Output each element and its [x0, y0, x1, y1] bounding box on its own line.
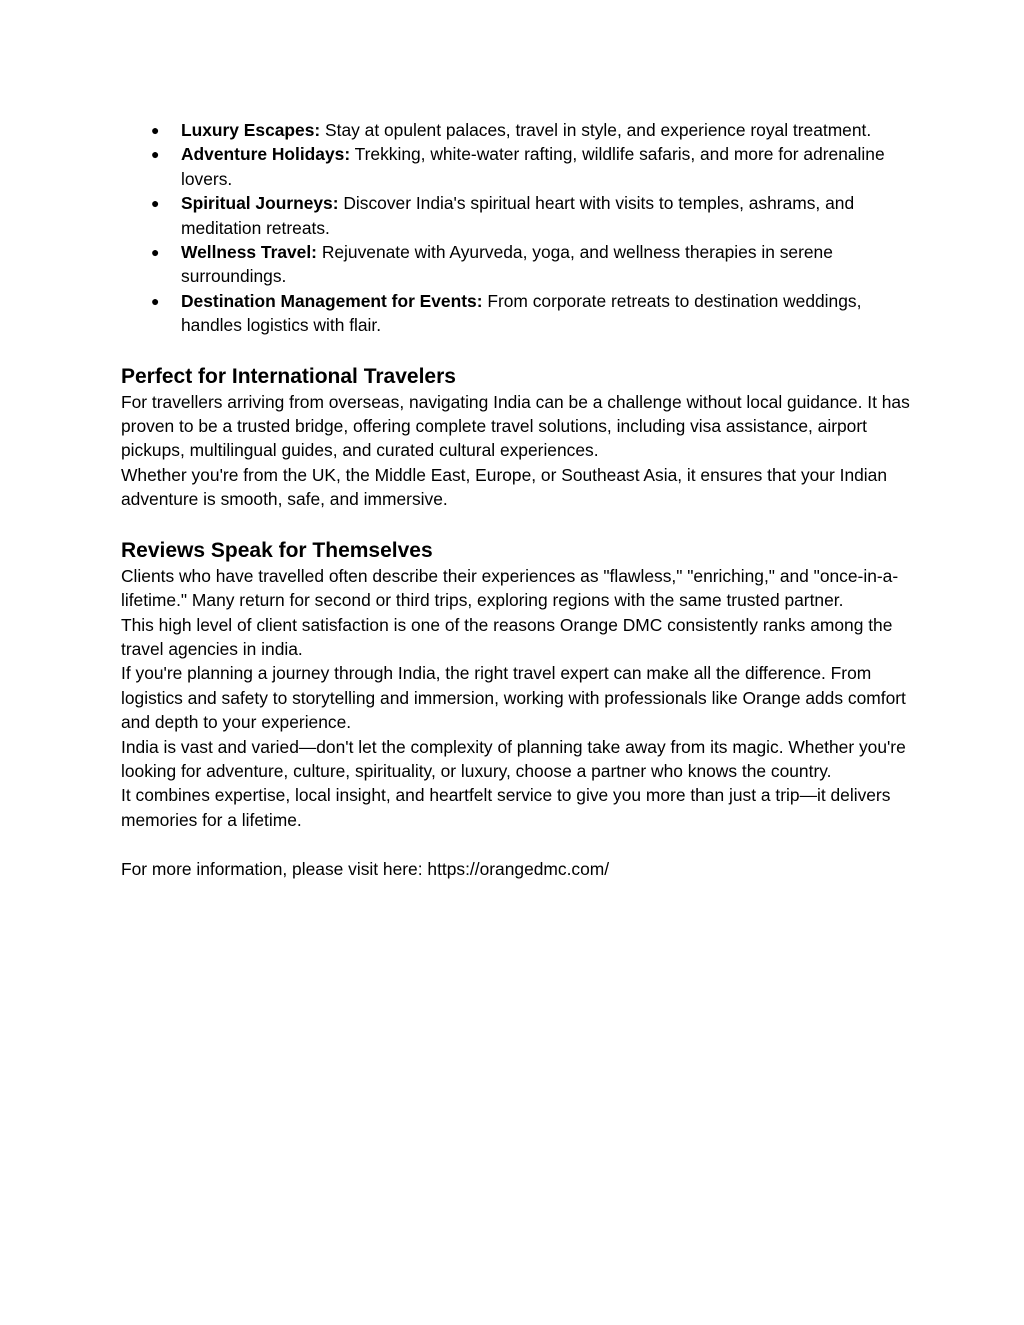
reviews-paragraph-1: Clients who have travelled often describe their experiences as "flawless," "enriching," and "once-in-a-lifetime." Many return for second or third trips, exploring regions with the same trusted partner. — [121, 565, 899, 611]
list-item-text: Stay at opulent palaces, travel in style, and experience royal treatment. — [320, 120, 872, 140]
reviews-heading: Reviews Speak for Themselves — [121, 538, 433, 562]
reviews-paragraph-2: This high level of client satisfaction is one of the reasons Orange DMC consistently ranks among the travel agencies in india. — [121, 614, 893, 659]
bullet-icon: ● — [151, 122, 160, 138]
list-item — [121, 142, 911, 191]
list-item-text: Discover India's spiritual heart with visits to temples, ashrams, and meditation retreats. — [181, 193, 855, 238]
list-item — [121, 289, 911, 338]
bullet-icon: ● — [151, 195, 160, 212]
list-item — [121, 240, 911, 289]
list-item — [121, 118, 911, 142]
reviews-paragraph-5: It combines expertise, local insight, and heartfelt service to give you more than just a trip—it delivers memories for a lifetime. — [121, 785, 891, 830]
more-info-line: For more information, please visit here: https://orangedmc.com/ — [121, 858, 610, 879]
bullet-icon: ● — [151, 244, 160, 261]
reviews-paragraph-4: India is vast and varied—don't let the complexity of planning take away from its magic. Whether you're looking for adventure, culture, spirituality, or luxury, choose a partner who knows the country. — [121, 736, 906, 781]
international-paragraph-1: For travellers arriving from overseas, navigating India can be a challenge without local guidance. It has proven to be a trusted bridge, offering complete travel solutions, including visa assistance, airport pickups, multilingual guides, and curated cultural experiences. — [121, 391, 910, 461]
reviews-section — [121, 538, 911, 832]
reviews-paragraph-3: If you're planning a journey through India, the right travel expert can make all the difference. From logistics and safety to storytelling and immersion, working with professionals like Orange adds comfort and depth to your experience. — [121, 663, 906, 733]
international-section — [121, 364, 911, 512]
bullet-icon: ● — [151, 146, 160, 163]
list-item-title: Destination Management for Events: — [181, 290, 483, 311]
list-item-title: Adventure Holidays: — [181, 144, 351, 165]
list-item-title: Luxury Escapes: — [181, 120, 321, 140]
international-heading: Perfect for International Travelers — [121, 364, 456, 388]
list-item-text: From corporate retreats to destination weddings, handles logistics with flair. — [181, 290, 862, 336]
document-page — [121, 118, 911, 881]
list-item-title: Spiritual Journeys: — [181, 193, 339, 214]
services-list — [121, 118, 911, 338]
list-item-text: Trekking, white-water rafting, wildlife safaris, and more for adrenaline lovers. — [181, 144, 885, 189]
list-item-title: Wellness Travel: — [181, 242, 317, 263]
list-item — [121, 191, 911, 240]
bullet-icon: ● — [151, 292, 160, 309]
international-paragraph-2: Whether you're from the UK, the Middle East, Europe, or Southeast Asia, it ensures that your Indian adventure is smooth, safe, and immersive. — [121, 464, 888, 510]
list-item-text: Rejuvenate with Ayurveda, yoga, and wellness therapies in serene surroundings. — [181, 242, 833, 287]
